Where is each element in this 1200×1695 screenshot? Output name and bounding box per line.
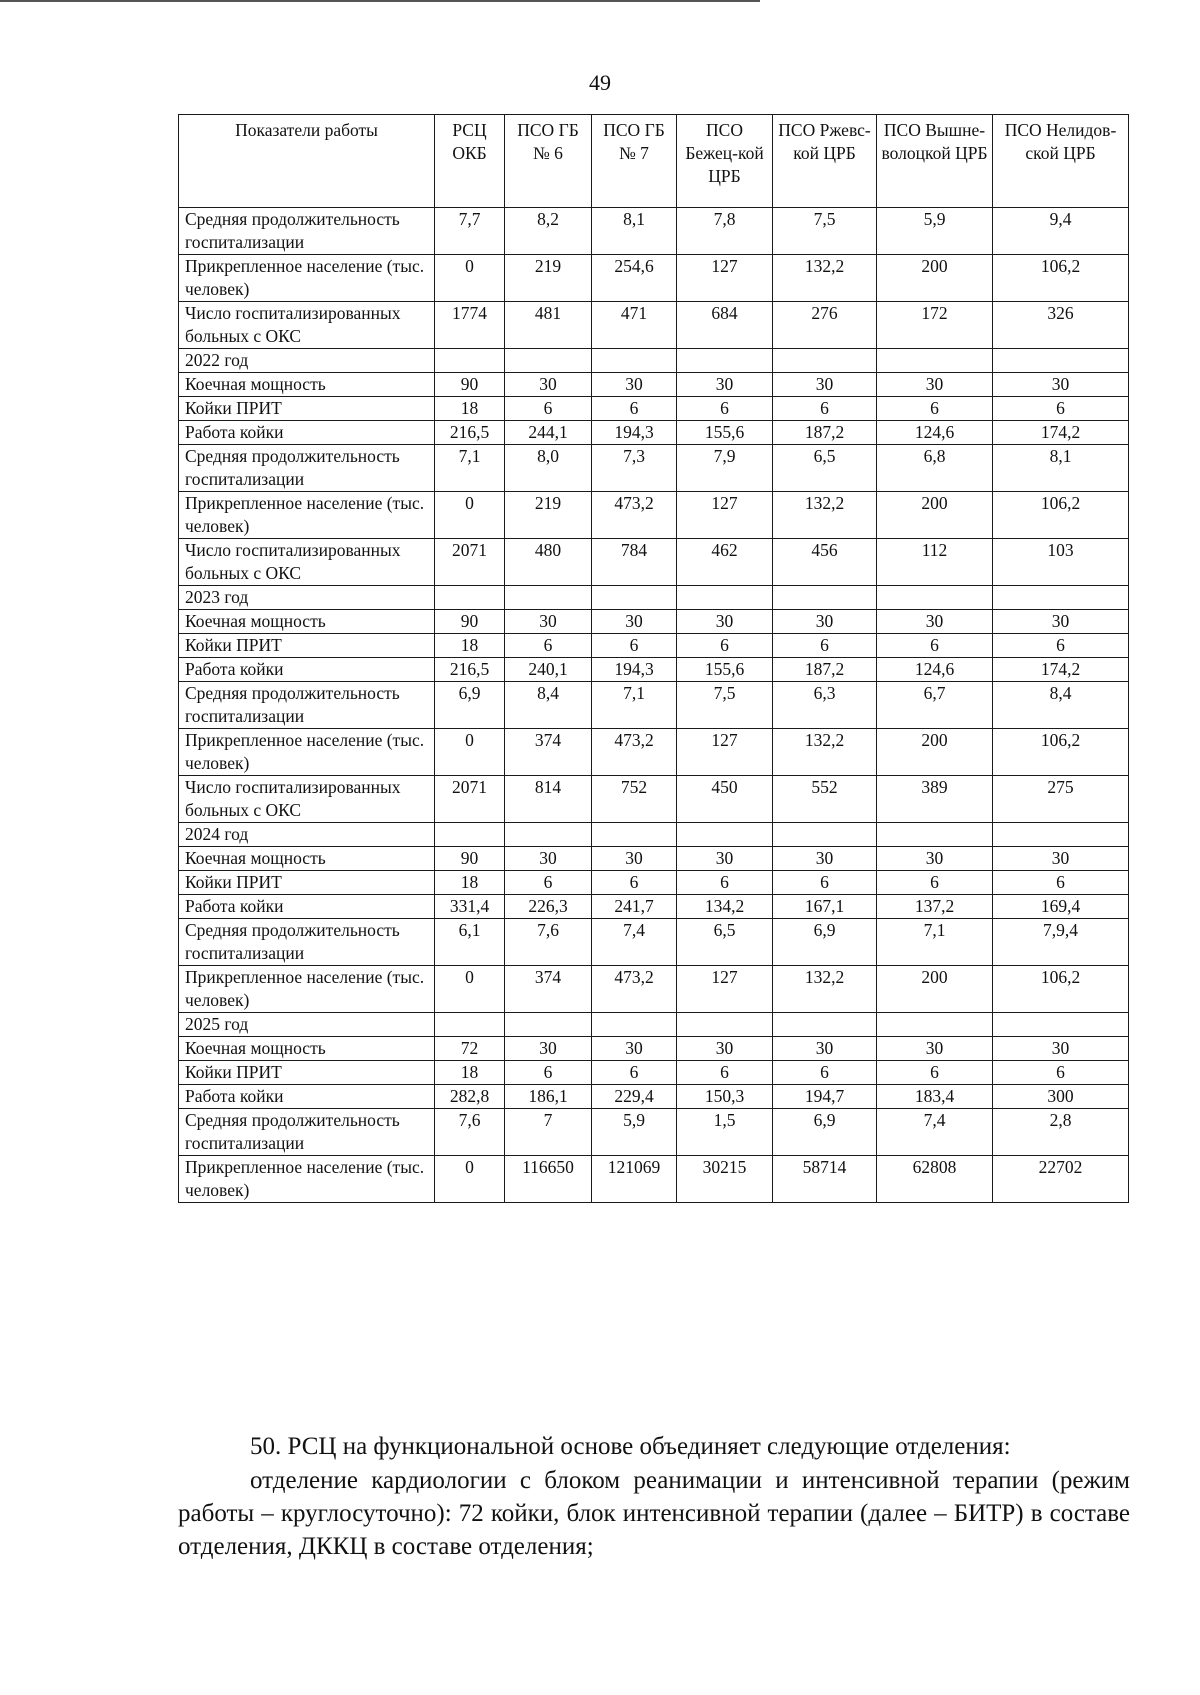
value-cell: 473,2 bbox=[592, 966, 677, 1013]
value-cell: 6 bbox=[773, 871, 877, 895]
table-row bbox=[179, 1037, 1129, 1061]
value-cell: 7,9,4 bbox=[993, 919, 1129, 966]
value-cell: 187,2 bbox=[773, 658, 877, 682]
value-cell: 18 bbox=[435, 634, 505, 658]
value-cell: 132,2 bbox=[773, 255, 877, 302]
row-label-cell: Койки ПРИТ bbox=[179, 871, 435, 895]
value-cell: 473,2 bbox=[592, 729, 677, 776]
column-header: ПСО Бежец-кой ЦРБ bbox=[677, 115, 773, 208]
column-header: Показатели работы bbox=[179, 115, 435, 208]
value-cell: 6 bbox=[877, 634, 993, 658]
row-label-cell: Коечная мощность bbox=[179, 373, 435, 397]
value-cell bbox=[877, 586, 993, 610]
row-label-cell: Число госпитализированных больных с ОКС bbox=[179, 302, 435, 349]
value-cell: 1,5 bbox=[677, 1109, 773, 1156]
value-cell: 30 bbox=[592, 373, 677, 397]
value-cell: 480 bbox=[505, 539, 592, 586]
value-cell: 7,1 bbox=[435, 445, 505, 492]
value-cell: 6 bbox=[677, 871, 773, 895]
value-cell: 8,4 bbox=[505, 682, 592, 729]
value-cell: 8,1 bbox=[592, 208, 677, 255]
value-cell: 552 bbox=[773, 776, 877, 823]
value-cell: 7,5 bbox=[773, 208, 877, 255]
table-row bbox=[179, 871, 1129, 895]
table-row bbox=[179, 492, 1129, 539]
table-header-row bbox=[179, 115, 1129, 208]
row-label-cell: 2022 год bbox=[179, 349, 435, 373]
column-header: ПСО ГБ № 7 bbox=[592, 115, 677, 208]
row-label-cell: Средняя продолжительность госпитализации bbox=[179, 445, 435, 492]
table-row bbox=[179, 729, 1129, 776]
value-cell: 62808 bbox=[877, 1156, 993, 1203]
value-cell: 30 bbox=[592, 1037, 677, 1061]
value-cell: 172 bbox=[877, 302, 993, 349]
table-row bbox=[179, 373, 1129, 397]
value-cell: 374 bbox=[505, 966, 592, 1013]
value-cell: 216,5 bbox=[435, 421, 505, 445]
value-cell: 6 bbox=[993, 397, 1129, 421]
value-cell: 7,8 bbox=[677, 208, 773, 255]
value-cell: 0 bbox=[435, 966, 505, 1013]
value-cell: 30215 bbox=[677, 1156, 773, 1203]
value-cell: 194,3 bbox=[592, 421, 677, 445]
value-cell: 1774 bbox=[435, 302, 505, 349]
row-label-cell: Прикрепленное население (тыс. человек) bbox=[179, 492, 435, 539]
value-cell: 7,1 bbox=[592, 682, 677, 729]
value-cell: 6 bbox=[677, 634, 773, 658]
value-cell: 481 bbox=[505, 302, 592, 349]
top-rule bbox=[0, 0, 760, 2]
value-cell: 186,1 bbox=[505, 1085, 592, 1109]
value-cell: 174,2 bbox=[993, 421, 1129, 445]
value-cell: 169,4 bbox=[993, 895, 1129, 919]
value-cell bbox=[677, 823, 773, 847]
table-row bbox=[179, 445, 1129, 492]
value-cell bbox=[877, 349, 993, 373]
value-cell: 30 bbox=[877, 1037, 993, 1061]
value-cell: 30 bbox=[505, 1037, 592, 1061]
table-row bbox=[179, 919, 1129, 966]
table-row bbox=[179, 539, 1129, 586]
table-row bbox=[179, 1013, 1129, 1037]
value-cell bbox=[592, 349, 677, 373]
row-label-cell: Прикрепленное население (тыс. человек) bbox=[179, 966, 435, 1013]
value-cell: 30 bbox=[592, 610, 677, 634]
value-cell: 30 bbox=[773, 847, 877, 871]
value-cell: 200 bbox=[877, 729, 993, 776]
value-cell: 6,8 bbox=[877, 445, 993, 492]
row-label-cell: Койки ПРИТ bbox=[179, 634, 435, 658]
column-header: ПСО Ржевс-кой ЦРБ bbox=[773, 115, 877, 208]
column-header: ПСО ГБ № 6 bbox=[505, 115, 592, 208]
value-cell: 2071 bbox=[435, 539, 505, 586]
value-cell: 7,6 bbox=[505, 919, 592, 966]
value-cell: 6 bbox=[773, 634, 877, 658]
row-label-cell: Коечная мощность bbox=[179, 610, 435, 634]
value-cell: 7,4 bbox=[592, 919, 677, 966]
value-cell: 462 bbox=[677, 539, 773, 586]
table-row bbox=[179, 586, 1129, 610]
row-label-cell: Прикрепленное население (тыс. человек) bbox=[179, 1156, 435, 1203]
value-cell: 240,1 bbox=[505, 658, 592, 682]
page-number: 49 bbox=[589, 70, 611, 95]
value-cell: 127 bbox=[677, 729, 773, 776]
table-row bbox=[179, 255, 1129, 302]
row-label-cell: 2025 год bbox=[179, 1013, 435, 1037]
row-label-cell: Работа койки bbox=[179, 421, 435, 445]
value-cell: 6,5 bbox=[773, 445, 877, 492]
row-label-cell: 2024 год bbox=[179, 823, 435, 847]
value-cell bbox=[435, 1013, 505, 1037]
value-cell bbox=[677, 1013, 773, 1037]
value-cell: 374 bbox=[505, 729, 592, 776]
value-cell: 174,2 bbox=[993, 658, 1129, 682]
value-cell: 103 bbox=[993, 539, 1129, 586]
value-cell: 155,6 bbox=[677, 658, 773, 682]
value-cell: 6,1 bbox=[435, 919, 505, 966]
table-row bbox=[179, 1109, 1129, 1156]
value-cell: 6 bbox=[505, 871, 592, 895]
value-cell: 124,6 bbox=[877, 658, 993, 682]
column-header: ПСО Нелидов-ской ЦРБ bbox=[993, 115, 1129, 208]
value-cell: 9,4 bbox=[993, 208, 1129, 255]
table-row bbox=[179, 682, 1129, 729]
row-label-cell: Койки ПРИТ bbox=[179, 1061, 435, 1085]
value-cell: 30 bbox=[877, 373, 993, 397]
value-cell bbox=[435, 349, 505, 373]
value-cell: 132,2 bbox=[773, 492, 877, 539]
value-cell: 132,2 bbox=[773, 966, 877, 1013]
row-label-cell: Средняя продолжительность госпитализации bbox=[179, 1109, 435, 1156]
row-label-cell: Коечная мощность bbox=[179, 1037, 435, 1061]
value-cell: 30 bbox=[773, 373, 877, 397]
value-cell: 473,2 bbox=[592, 492, 677, 539]
value-cell: 167,1 bbox=[773, 895, 877, 919]
value-cell: 30 bbox=[677, 610, 773, 634]
table-row bbox=[179, 610, 1129, 634]
row-label-cell: Средняя продолжительность госпитализации bbox=[179, 919, 435, 966]
value-cell: 18 bbox=[435, 397, 505, 421]
value-cell bbox=[592, 1013, 677, 1037]
value-cell: 2071 bbox=[435, 776, 505, 823]
value-cell: 216,5 bbox=[435, 658, 505, 682]
value-cell: 6,5 bbox=[677, 919, 773, 966]
value-cell bbox=[773, 823, 877, 847]
row-label-cell: Число госпитализированных больных с ОКС bbox=[179, 776, 435, 823]
value-cell: 6 bbox=[993, 871, 1129, 895]
value-cell: 6 bbox=[993, 634, 1129, 658]
value-cell bbox=[877, 823, 993, 847]
value-cell: 132,2 bbox=[773, 729, 877, 776]
column-header: РСЦ ОКБ bbox=[435, 115, 505, 208]
value-cell bbox=[773, 586, 877, 610]
value-cell: 6,9 bbox=[773, 1109, 877, 1156]
value-cell: 6 bbox=[877, 397, 993, 421]
value-cell: 8,0 bbox=[505, 445, 592, 492]
value-cell: 5,9 bbox=[877, 208, 993, 255]
value-cell: 0 bbox=[435, 492, 505, 539]
value-cell: 106,2 bbox=[993, 966, 1129, 1013]
value-cell: 6 bbox=[877, 1061, 993, 1085]
value-cell: 5,9 bbox=[592, 1109, 677, 1156]
value-cell: 0 bbox=[435, 255, 505, 302]
table-row bbox=[179, 397, 1129, 421]
row-label-cell: Средняя продолжительность госпитализации bbox=[179, 208, 435, 255]
value-cell: 7,1 bbox=[877, 919, 993, 966]
value-cell: 6 bbox=[677, 397, 773, 421]
value-cell: 30 bbox=[993, 1037, 1129, 1061]
value-cell: 241,7 bbox=[592, 895, 677, 919]
value-cell: 30 bbox=[877, 847, 993, 871]
value-cell: 121069 bbox=[592, 1156, 677, 1203]
value-cell: 194,7 bbox=[773, 1085, 877, 1109]
value-cell bbox=[993, 1013, 1129, 1037]
value-cell: 6 bbox=[677, 1061, 773, 1085]
value-cell: 124,6 bbox=[877, 421, 993, 445]
value-cell: 7,9 bbox=[677, 445, 773, 492]
table-row bbox=[179, 1061, 1129, 1085]
value-cell bbox=[773, 349, 877, 373]
value-cell: 450 bbox=[677, 776, 773, 823]
value-cell: 276 bbox=[773, 302, 877, 349]
value-cell: 183,4 bbox=[877, 1085, 993, 1109]
value-cell: 30 bbox=[677, 373, 773, 397]
table-row bbox=[179, 776, 1129, 823]
value-cell: 200 bbox=[877, 492, 993, 539]
value-cell: 471 bbox=[592, 302, 677, 349]
statistics-table bbox=[178, 114, 1129, 1203]
value-cell: 6 bbox=[505, 1061, 592, 1085]
value-cell: 6,9 bbox=[435, 682, 505, 729]
value-cell: 8,2 bbox=[505, 208, 592, 255]
table-row bbox=[179, 634, 1129, 658]
row-label-cell: Работа койки bbox=[179, 658, 435, 682]
value-cell: 7,7 bbox=[435, 208, 505, 255]
table-body bbox=[179, 208, 1129, 1203]
table-row bbox=[179, 302, 1129, 349]
value-cell: 6,3 bbox=[773, 682, 877, 729]
value-cell: 90 bbox=[435, 610, 505, 634]
value-cell: 30 bbox=[505, 610, 592, 634]
value-cell bbox=[505, 349, 592, 373]
value-cell bbox=[435, 586, 505, 610]
value-cell: 106,2 bbox=[993, 255, 1129, 302]
table-row bbox=[179, 349, 1129, 373]
table-row bbox=[179, 847, 1129, 871]
value-cell: 30 bbox=[773, 1037, 877, 1061]
value-cell: 331,4 bbox=[435, 895, 505, 919]
value-cell: 30 bbox=[677, 1037, 773, 1061]
value-cell: 90 bbox=[435, 373, 505, 397]
column-header: ПСО Вышне-волоцкой ЦРБ bbox=[877, 115, 993, 208]
value-cell: 0 bbox=[435, 1156, 505, 1203]
value-cell: 127 bbox=[677, 492, 773, 539]
value-cell bbox=[677, 349, 773, 373]
table-row bbox=[179, 823, 1129, 847]
value-cell: 6,7 bbox=[877, 682, 993, 729]
value-cell: 72 bbox=[435, 1037, 505, 1061]
value-cell: 6 bbox=[592, 1061, 677, 1085]
row-label-cell: Прикрепленное население (тыс. человек) bbox=[179, 255, 435, 302]
table-row bbox=[179, 1156, 1129, 1203]
value-cell: 106,2 bbox=[993, 729, 1129, 776]
table-row bbox=[179, 966, 1129, 1013]
value-cell: 282,8 bbox=[435, 1085, 505, 1109]
value-cell: 187,2 bbox=[773, 421, 877, 445]
value-cell: 219 bbox=[505, 492, 592, 539]
value-cell bbox=[505, 1013, 592, 1037]
value-cell: 7,5 bbox=[677, 682, 773, 729]
value-cell: 194,3 bbox=[592, 658, 677, 682]
value-cell bbox=[505, 586, 592, 610]
value-cell: 18 bbox=[435, 871, 505, 895]
value-cell: 229,4 bbox=[592, 1085, 677, 1109]
value-cell: 134,2 bbox=[677, 895, 773, 919]
value-cell bbox=[993, 586, 1129, 610]
value-cell: 22702 bbox=[993, 1156, 1129, 1203]
value-cell: 300 bbox=[993, 1085, 1129, 1109]
paragraph-cardiology-department: отделение кардиологии с блоком реанимации и интенсивной терапии (режим работы – круглосуточно): 72 койки, блок интенсивной терапии (далее – БИТР) в составе отделения, ДККЦ в составе отделения; bbox=[178, 1467, 1130, 1560]
value-cell: 6 bbox=[877, 871, 993, 895]
value-cell: 106,2 bbox=[993, 492, 1129, 539]
value-cell: 30 bbox=[505, 847, 592, 871]
value-cell: 389 bbox=[877, 776, 993, 823]
row-label-cell: Койки ПРИТ bbox=[179, 397, 435, 421]
value-cell bbox=[592, 823, 677, 847]
value-cell: 6 bbox=[505, 397, 592, 421]
value-cell: 2,8 bbox=[993, 1109, 1129, 1156]
row-label-cell: Число госпитализированных больных с ОКС bbox=[179, 539, 435, 586]
value-cell: 8,4 bbox=[993, 682, 1129, 729]
value-cell bbox=[993, 823, 1129, 847]
value-cell: 326 bbox=[993, 302, 1129, 349]
value-cell: 7 bbox=[505, 1109, 592, 1156]
value-cell: 127 bbox=[677, 966, 773, 1013]
table-row bbox=[179, 208, 1129, 255]
value-cell: 254,6 bbox=[592, 255, 677, 302]
value-cell: 200 bbox=[877, 255, 993, 302]
table-row bbox=[179, 895, 1129, 919]
value-cell: 155,6 bbox=[677, 421, 773, 445]
value-cell: 30 bbox=[877, 610, 993, 634]
value-cell: 784 bbox=[592, 539, 677, 586]
row-label-cell: 2023 год bbox=[179, 586, 435, 610]
value-cell: 30 bbox=[993, 847, 1129, 871]
row-label-cell: Средняя продолжительность госпитализации bbox=[179, 682, 435, 729]
value-cell: 752 bbox=[592, 776, 677, 823]
row-label-cell: Прикрепленное население (тыс. человек) bbox=[179, 729, 435, 776]
value-cell: 0 bbox=[435, 729, 505, 776]
value-cell: 137,2 bbox=[877, 895, 993, 919]
table-row bbox=[179, 658, 1129, 682]
value-cell: 814 bbox=[505, 776, 592, 823]
value-cell: 30 bbox=[993, 610, 1129, 634]
table-row bbox=[179, 1085, 1129, 1109]
value-cell: 116650 bbox=[505, 1156, 592, 1203]
value-cell: 6 bbox=[773, 1061, 877, 1085]
value-cell: 275 bbox=[993, 776, 1129, 823]
value-cell: 127 bbox=[677, 255, 773, 302]
value-cell: 6,9 bbox=[773, 919, 877, 966]
value-cell: 112 bbox=[877, 539, 993, 586]
value-cell: 684 bbox=[677, 302, 773, 349]
value-cell bbox=[877, 1013, 993, 1037]
table-row bbox=[179, 421, 1129, 445]
value-cell: 7,4 bbox=[877, 1109, 993, 1156]
value-cell bbox=[435, 823, 505, 847]
value-cell bbox=[773, 1013, 877, 1037]
value-cell bbox=[505, 823, 592, 847]
value-cell: 7,6 bbox=[435, 1109, 505, 1156]
paragraph-50-heading: 50. РСЦ на функциональной основе объединяет следующие отделения: bbox=[250, 1433, 1011, 1460]
value-cell: 6 bbox=[993, 1061, 1129, 1085]
value-cell: 200 bbox=[877, 966, 993, 1013]
value-cell: 30 bbox=[677, 847, 773, 871]
value-cell: 30 bbox=[773, 610, 877, 634]
value-cell: 150,3 bbox=[677, 1085, 773, 1109]
value-cell: 219 bbox=[505, 255, 592, 302]
row-label-cell: Работа койки bbox=[179, 1085, 435, 1109]
value-cell: 30 bbox=[993, 373, 1129, 397]
value-cell: 7,3 bbox=[592, 445, 677, 492]
value-cell: 6 bbox=[592, 871, 677, 895]
value-cell: 456 bbox=[773, 539, 877, 586]
value-cell: 6 bbox=[592, 634, 677, 658]
value-cell: 18 bbox=[435, 1061, 505, 1085]
row-label-cell: Коечная мощность bbox=[179, 847, 435, 871]
value-cell: 30 bbox=[505, 373, 592, 397]
value-cell: 244,1 bbox=[505, 421, 592, 445]
value-cell: 6 bbox=[773, 397, 877, 421]
row-label-cell: Работа койки bbox=[179, 895, 435, 919]
value-cell: 90 bbox=[435, 847, 505, 871]
value-cell: 6 bbox=[505, 634, 592, 658]
value-cell bbox=[677, 586, 773, 610]
value-cell: 8,1 bbox=[993, 445, 1129, 492]
value-cell bbox=[592, 586, 677, 610]
value-cell: 6 bbox=[592, 397, 677, 421]
value-cell: 30 bbox=[592, 847, 677, 871]
value-cell bbox=[993, 349, 1129, 373]
value-cell: 226,3 bbox=[505, 895, 592, 919]
value-cell: 58714 bbox=[773, 1156, 877, 1203]
